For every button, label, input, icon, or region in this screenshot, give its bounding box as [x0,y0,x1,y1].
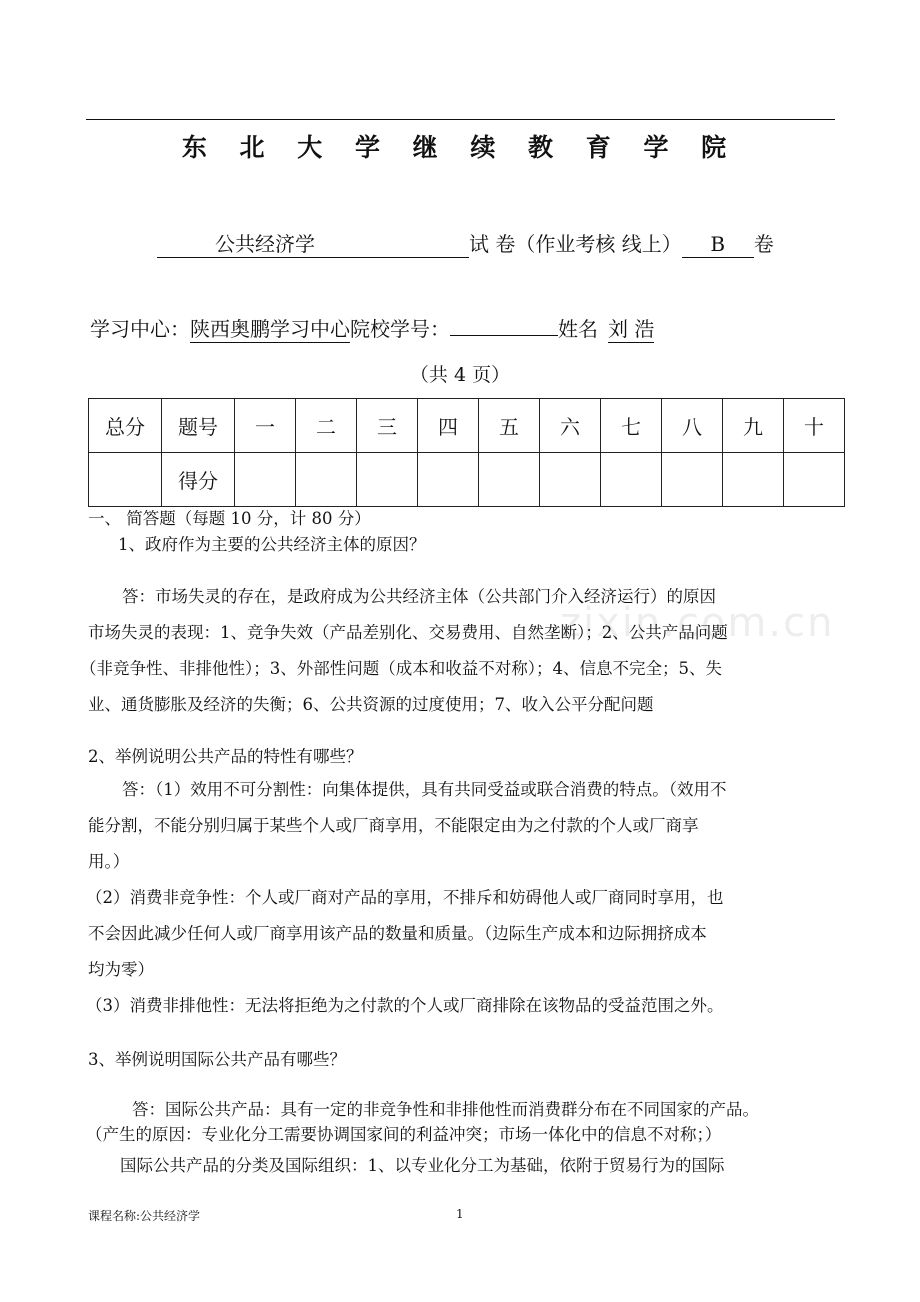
table-cell [784,453,845,507]
header-rule [86,119,835,120]
score-table [88,398,845,507]
id-label: 院校学号： [350,317,450,341]
answer-3-line: 国际公共产品的分类及国际组织：1、以专业化分工为基础，依附于贸易行为的国际 [120,1156,725,1175]
table-cell [418,453,479,507]
question-1: 1、政府作为主要的公共经济主体的原因？ [118,535,426,554]
answer-3-line: （产生的原因：专业化分工需要协调国家间的利益冲突；市场一体化中的信息不对称；） [86,1125,722,1144]
answer-2-line: 答：（1）效用不可分割性：向集体提供，具有共同受益或联合消费的特点。（效用不 [122,780,727,799]
table-cell: 八 [662,399,723,453]
table-cell: 十 [784,399,845,453]
pages-note: （共 4 页） [409,364,511,386]
answer-1-line: （非竞争性、非排他性）；3、外部性问题（成本和收益不对称）；4、信息不完全；5、失 [80,659,722,678]
exam-line [157,228,774,258]
student-info-line [90,313,654,343]
footer-course-label: 课程名称:公共经济学 [88,1209,201,1223]
course-name: 公共经济学 [157,231,469,258]
table-cell: 二 [296,399,357,453]
table-cell: 总分 [89,399,162,453]
table-cell [723,453,784,507]
footer-page-number: 1 [456,1207,464,1221]
center-name: 陕西奥鹏学习中心 [190,317,350,341]
volume-suffix: 卷 [753,232,774,256]
student-id-field [450,335,558,336]
answer-2-line: （2）消费非竞争性：个人或厂商对产品的享用，不排斥和妨碍他人或厂商同时享用，也 [86,888,724,907]
answer-2-line: 不会因此减少任何人或厂商享用该产品的数量和质量。（边际生产成本和边际拥挤成本 [88,924,707,943]
question-2: 2、举例说明公共产品的特性有哪些？ [88,747,363,766]
table-cell: 六 [540,399,601,453]
table-cell [89,453,162,507]
center-label: 学习中心： [90,317,190,341]
page-title: 东 北 大 学 继 续 教 育 学 院 [181,133,739,162]
table-cell [479,453,540,507]
table-cell [235,453,296,507]
table-cell: 九 [723,399,784,453]
table-cell: 得分 [162,453,235,507]
table-cell: 七 [601,399,662,453]
answer-2-line: 能分割，不能分别归属于某些个人或厂商享用，不能限定由为之付款的个人或厂商享 [88,816,699,835]
question-3: 3、举例说明国际公共产品有哪些？ [88,1050,346,1069]
table-cell [662,453,723,507]
table-cell [601,453,662,507]
table-cell [540,453,601,507]
volume-value: B [682,231,754,258]
table-cell: 四 [418,399,479,453]
answer-1-line: 市场失灵的表现：1、竞争失效（产品差别化、交易费用、自然垄断）；2、公共产品问题 [88,623,728,642]
answer-3-line: 答：国际公共产品：具有一定的非竞争性和非排他性而消费群分布在不同国家的产品。 [132,1100,759,1119]
watermark: zixin.com.cn [560,600,835,646]
table-cell [296,453,357,507]
table-cell: 三 [357,399,418,453]
answer-2-line: 用。） [88,852,130,871]
table-cell [357,453,418,507]
student-name: 刘 浩 [608,317,655,341]
paper-label: 试 卷（作业考核 线上） [469,232,682,256]
table-cell: 一 [235,399,296,453]
answer-1-line: 答：市场失灵的存在，是政府成为公共经济主体（公共部门介入经济运行）的原因 [122,587,716,606]
name-label: 姓名 [558,317,598,341]
section-heading: 一、 简答题（每题 10 分，计 80 分） [88,509,371,528]
answer-2-line: （3）消费非排他性：无法将拒绝为之付款的个人或厂商排除在该物品的受益范围之外。 [86,996,724,1015]
answer-1-line: 业、通货膨胀及经济的失衡；6、公共资源的过度使用；7、收入公平分配问题 [88,695,654,714]
table-cell: 五 [479,399,540,453]
table-cell: 题号 [162,399,235,453]
answer-2-line: 均为零） [88,960,154,979]
table-row [89,399,845,453]
table-row [89,453,845,507]
